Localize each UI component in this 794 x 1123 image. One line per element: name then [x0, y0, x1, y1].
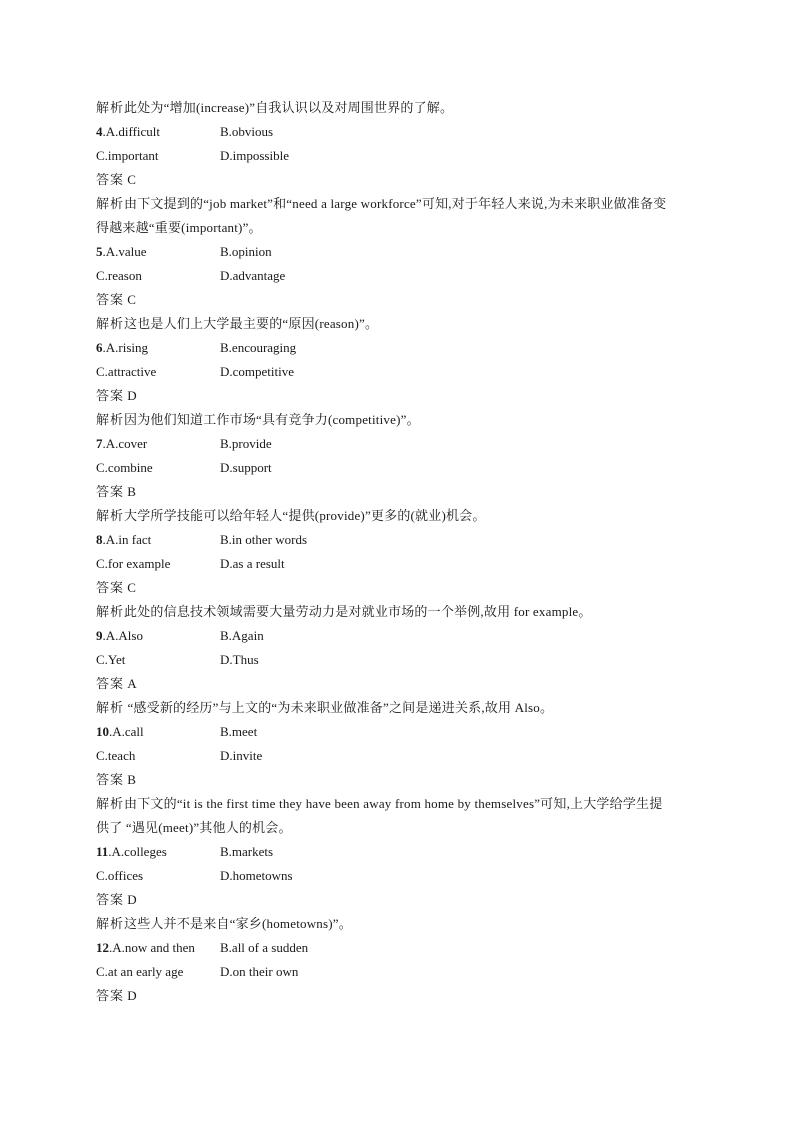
- option-a-text: .A.in fact: [102, 532, 152, 547]
- option-d: D.impossible: [220, 148, 289, 163]
- explanation-text: 得越来越“重要(important)”。: [96, 220, 262, 235]
- answer-line: [96, 480, 706, 504]
- question-options-row: [96, 960, 706, 984]
- option-b: B.all of a sudden: [220, 940, 309, 955]
- question-number: 10: [96, 724, 109, 739]
- question-options-row: [96, 720, 706, 744]
- option-c: C.for example: [96, 556, 171, 571]
- answer-label: 答案: [96, 484, 125, 499]
- explanation-line: [96, 696, 706, 720]
- option-a-text: .A.now and then: [109, 940, 195, 955]
- explanation-label: 解析: [96, 916, 125, 931]
- answer-label: 答案: [96, 388, 125, 403]
- option-d: D.competitive: [220, 364, 295, 379]
- explanation-label: 解析: [96, 316, 125, 331]
- question-number: 11: [96, 844, 109, 859]
- option-d: D.as a result: [220, 556, 285, 571]
- question-number: 6: [96, 340, 103, 355]
- answer-label: 答案: [96, 676, 125, 691]
- option-d: D.support: [220, 460, 272, 475]
- option-a: [96, 336, 220, 360]
- question-options-row: [96, 624, 706, 648]
- answer-line: [96, 384, 706, 408]
- option-b: B.meet: [220, 724, 258, 739]
- explanation-label: 解析: [96, 508, 125, 523]
- explanation-line: [96, 912, 706, 936]
- question-options-row: [96, 240, 706, 264]
- question-number: 5: [96, 244, 103, 259]
- explanation-text: 因为他们知道工作市场“具有竞争力(competitive)”。: [124, 412, 420, 427]
- option-b: B.Again: [220, 628, 264, 643]
- explanation-line: [96, 504, 706, 528]
- answer-value: D: [124, 892, 137, 907]
- answer-line: [96, 888, 706, 912]
- option-a-text: .A.difficult: [102, 124, 161, 139]
- answer-value: A: [124, 676, 137, 691]
- option-c: C.reason: [96, 268, 142, 283]
- answer-value: C: [124, 292, 136, 307]
- question-number: 9: [96, 628, 103, 643]
- option-c: C.attractive: [96, 364, 157, 379]
- explanation-text: 大学所学技能可以给年轻人“提供(provide)”更多的(就业)机会。: [124, 508, 486, 523]
- question-options-row: [96, 336, 706, 360]
- option-a: [96, 120, 220, 144]
- explanation-text: 这也是人们上大学最主要的“原因(reason)”。: [124, 316, 379, 331]
- option-c: C.combine: [96, 460, 153, 475]
- question-options-row: [96, 144, 706, 168]
- answer-line: [96, 768, 706, 792]
- question-options-row: [96, 456, 706, 480]
- answer-value: D: [124, 988, 137, 1003]
- question-options-row: [96, 648, 706, 672]
- answer-line: [96, 168, 706, 192]
- option-a-text: .A.Also: [102, 628, 143, 643]
- answer-line: [96, 672, 706, 696]
- question-options-row: [96, 432, 706, 456]
- explanation-label: 解析: [96, 796, 125, 811]
- option-b: B.in other words: [220, 532, 308, 547]
- answer-label: 答案: [96, 772, 125, 787]
- option-c: C.at an early age: [96, 964, 184, 979]
- option-a-text: .A.call: [109, 724, 144, 739]
- explanation-continuation: [96, 216, 706, 240]
- question-options-row: [96, 936, 706, 960]
- answer-line: [96, 288, 706, 312]
- question-options-row: [96, 360, 706, 384]
- option-d: D.Thus: [220, 652, 259, 667]
- question-number: 8: [96, 532, 103, 547]
- option-a: [96, 240, 220, 264]
- explanation-label: 解析: [96, 604, 125, 619]
- answer-line: [96, 576, 706, 600]
- answer-value: C: [124, 580, 136, 595]
- question-number: 4: [96, 124, 103, 139]
- answer-label: 答案: [96, 172, 125, 187]
- question-options-row: [96, 864, 706, 888]
- answer-value: D: [124, 388, 137, 403]
- question-options-row: [96, 264, 706, 288]
- option-b: B.obvious: [220, 124, 274, 139]
- option-c: C.Yet: [96, 652, 126, 667]
- question-options-row: [96, 552, 706, 576]
- option-d: D.hometowns: [220, 868, 293, 883]
- option-d: D.invite: [220, 748, 263, 763]
- option-a: [96, 528, 220, 552]
- answer-label: 答案: [96, 892, 125, 907]
- option-c: C.important: [96, 148, 159, 163]
- option-b: B.encouraging: [220, 340, 297, 355]
- explanation-label: 解析: [96, 196, 125, 211]
- explanation-text: 此处的信息技术领域需要大量劳动力是对就业市场的一个举例,故用 for example。: [124, 604, 592, 619]
- answer-line: [96, 984, 706, 1008]
- question-number: 12: [96, 940, 109, 955]
- option-b: B.opinion: [220, 244, 272, 259]
- option-a-text: .A.colleges: [108, 844, 167, 859]
- explanation-text: 此处为“增加(increase)”自我认识以及对周围世界的了解。: [124, 100, 454, 115]
- option-a-text: .A.cover: [102, 436, 148, 451]
- explanation-line: [96, 192, 706, 216]
- answer-value: B: [124, 772, 136, 787]
- explanation-continuation: [96, 816, 706, 840]
- option-a: [96, 936, 220, 960]
- explanation-text: 由下文提到的“job market”和“need a large workforce”可知,对于年轻人来说,为未来职业做准备变: [124, 196, 667, 211]
- option-a: [96, 840, 220, 864]
- explanation-line: [96, 600, 706, 624]
- explanation-text: 供了 “遇见(meet)”其他人的机会。: [96, 820, 292, 835]
- question-options-row: [96, 120, 706, 144]
- explanation-line: [96, 96, 706, 120]
- answer-label: 答案: [96, 988, 125, 1003]
- option-a: [96, 432, 220, 456]
- option-a-text: .A.value: [102, 244, 147, 259]
- explanation-text: “感受新的经历”与上文的“为未来职业做准备”之间是递进关系,故用 Also。: [124, 700, 554, 715]
- document-page: [96, 96, 706, 1008]
- answer-label: 答案: [96, 580, 125, 595]
- explanation-label: 解析: [96, 100, 125, 115]
- answer-label: 答案: [96, 292, 125, 307]
- explanation-line: [96, 312, 706, 336]
- question-options-row: [96, 528, 706, 552]
- option-c: C.teach: [96, 748, 136, 763]
- explanation-text: 由下文的“it is the first time they have been away from home by themselves”可知,上大学给学生提: [124, 796, 663, 811]
- option-a: [96, 720, 220, 744]
- question-options-row: [96, 840, 706, 864]
- explanation-label: 解析: [96, 412, 125, 427]
- option-a: [96, 624, 220, 648]
- explanation-line: [96, 792, 706, 816]
- explanation-text: 这些人并不是来自“家乡(hometowns)”。: [124, 916, 352, 931]
- option-d: D.on their own: [220, 964, 299, 979]
- option-c: C.offices: [96, 868, 144, 883]
- explanation-label: 解析: [96, 700, 125, 715]
- answer-value: B: [124, 484, 136, 499]
- option-b: B.markets: [220, 844, 274, 859]
- explanation-line: [96, 408, 706, 432]
- option-b: B.provide: [220, 436, 272, 451]
- option-a-text: .A.rising: [102, 340, 148, 355]
- question-number: 7: [96, 436, 103, 451]
- answer-value: C: [124, 172, 136, 187]
- question-options-row: [96, 744, 706, 768]
- option-d: D.advantage: [220, 268, 286, 283]
